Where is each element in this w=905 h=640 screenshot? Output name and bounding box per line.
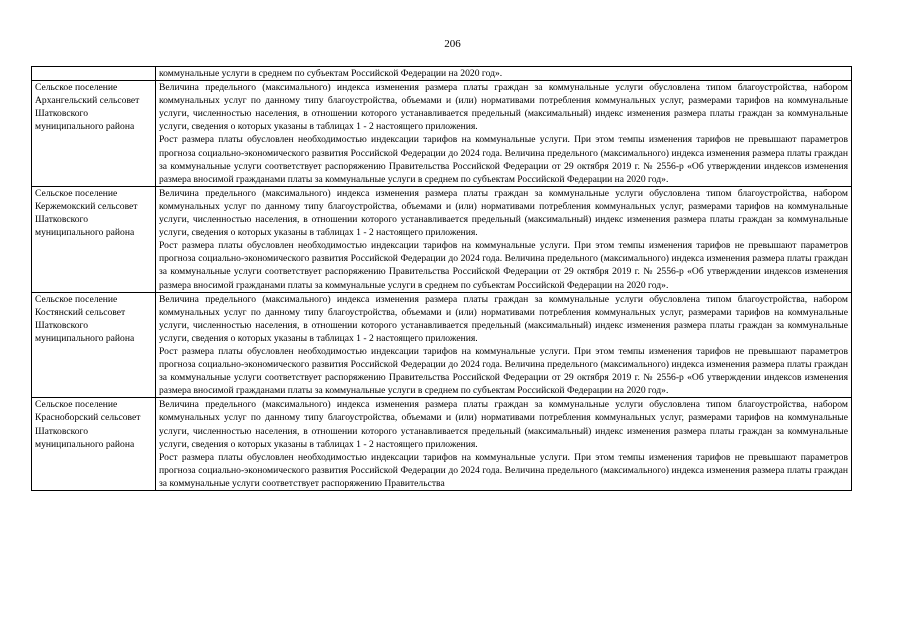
tariff-table (31, 66, 852, 491)
settlement-name-cell (32, 67, 156, 81)
description-paragraph: коммунальные услуги в среднем по субъектам Российской Федерации на 2020 год». (159, 68, 503, 79)
description-paragraph: Величина предельного (максимального) индекса изменения размера платы граждан за коммунальные услуги обусловлена типом благоустройства, набором коммунальных услуг по данному типу благоустройства, объемами и (или) нормативами потребления коммунальных услуг, размерами тарифов на коммунальные услуги, численностью населения, в отношении которого устанавливается предельный (максимальный) индекс изменения размера платы граждан за коммунальные услуги, сведения о которых указаны в таблицах 1 - 2 настоящего приложения. (159, 187, 848, 239)
table-row (32, 186, 852, 292)
description-paragraph: Рост размера платы обусловлен необходимостью индексации тарифов на коммунальные услуги. При этом темпы изменения тарифов не превышают параметров прогноза социально-экономического развития Российской Федерации до 2024 года. Величина предельного (максимального) индекса изменения размера платы граждан за коммунальные услуги соответствует распоряжению Правительства Российской Федерации от 29 октября 2019 г. № 2556-р «Об утверждении индексов изменения размера вносимой гражданами платы за коммунальные услуги в среднем по субъектам Российской Федерации на 2020 год». (159, 134, 848, 185)
table-row (32, 67, 852, 81)
description-cell (156, 186, 852, 292)
settlement-name-cell: Сельское поселение Архангельский сельсовет Шатковского муниципального района (32, 81, 156, 187)
settlement-name-cell: Сельское поселение Кержемокский сельсовет Шатковского муниципального района (32, 186, 156, 292)
description-cell (156, 398, 852, 491)
table-row (32, 398, 852, 491)
settlement-name-cell: Сельское поселение Красноборский сельсовет Шатковского муниципального района (32, 398, 156, 491)
table-row (32, 292, 852, 398)
description-paragraph: Рост размера платы обусловлен необходимостью индексации тарифов на коммунальные услуги. При этом темпы изменения тарифов не превышают параметров прогноза социально-экономического развития Российской Федерации до 2024 года. Величина предельного (максимального) индекса изменения размера платы граждан за коммунальные услуги соответствует распоряжению Правительства Российской Федерации от 29 октября 2019 г. № 2556-р «Об утверждении индексов изменения размера вносимой гражданами платы за коммунальные услуги в среднем по субъектам Российской Федерации на 2020 год». (159, 345, 848, 397)
description-paragraph: Величина предельного (максимального) индекса изменения размера платы граждан за коммунальные услуги обусловлена типом благоустройства, набором коммунальных услуг по данному типу благоустройства, объемами и (или) нормативами потребления коммунальных услуг, размерами тарифов на коммунальные услуги, численностью населения, в отношении которого устанавливается предельный (максимальный) индекс изменения размера платы граждан за коммунальные услуги, сведения о которых указаны в таблицах 1 - 2 настоящего приложения. (159, 293, 848, 344)
description-cell (156, 67, 852, 81)
description-paragraph: Рост размера платы обусловлен необходимостью индексации тарифов на коммунальные услуги. При этом темпы изменения тарифов не превышают параметров прогноза социально-экономического развития Российской Федерации до 2024 года. Величина предельного (максимального) индекса изменения размера платы граждан за коммунальные услуги соответствует распоряжению Правительства Российской Федерации от 29 октября 2019 г. № 2556-р «Об утверждении индексов изменения размера вносимой гражданами платы за коммунальные услуги в среднем по субъектам Российской Федерации на 2020 год». (159, 240, 848, 291)
page-number: 206 (444, 38, 461, 50)
settlement-name-cell: Сельское поселение Костянский сельсовет Шатковского муниципального района (32, 292, 156, 398)
description-cell (156, 292, 852, 398)
description-paragraph: Рост размера платы обусловлен необходимостью индексации тарифов на коммунальные услуги. При этом темпы изменения тарифов не превышают параметров прогноза социально-экономического развития Российской Федерации до 2024 года. Величина предельного (максимального) индекса изменения размера платы граждан за коммунальные услуги соответствует распоряжению Правительства (159, 451, 848, 489)
description-paragraph: Величина предельного (максимального) индекса изменения размера платы граждан за коммунальные услуги обусловлена типом благоустройства, набором коммунальных услуг по данному типу благоустройства, объемами и (или) нормативами потребления коммунальных услуг, размерами тарифов на коммунальные услуги, численностью населения, в отношении которого устанавливается предельный (максимальный) индекс изменения размера платы граждан за коммунальные услуги, сведения о которых указаны в таблицах 1 - 2 настоящего приложения. (159, 399, 848, 450)
description-paragraph: Величина предельного (максимального) индекса изменения размера платы граждан за коммунальные услуги обусловлена типом благоустройства, набором коммунальных услуг по данному типу благоустройства, объемами и (или) нормативами потребления коммунальных услуг, размерами тарифов на коммунальные услуги, численностью населения, в отношении которого устанавливается предельный (максимальный) индекс изменения размера платы граждан за коммунальные услуги, сведения о которых указаны в таблицах 1 - 2 настоящего приложения. (159, 82, 848, 133)
table-row (32, 81, 852, 187)
description-cell (156, 81, 852, 187)
